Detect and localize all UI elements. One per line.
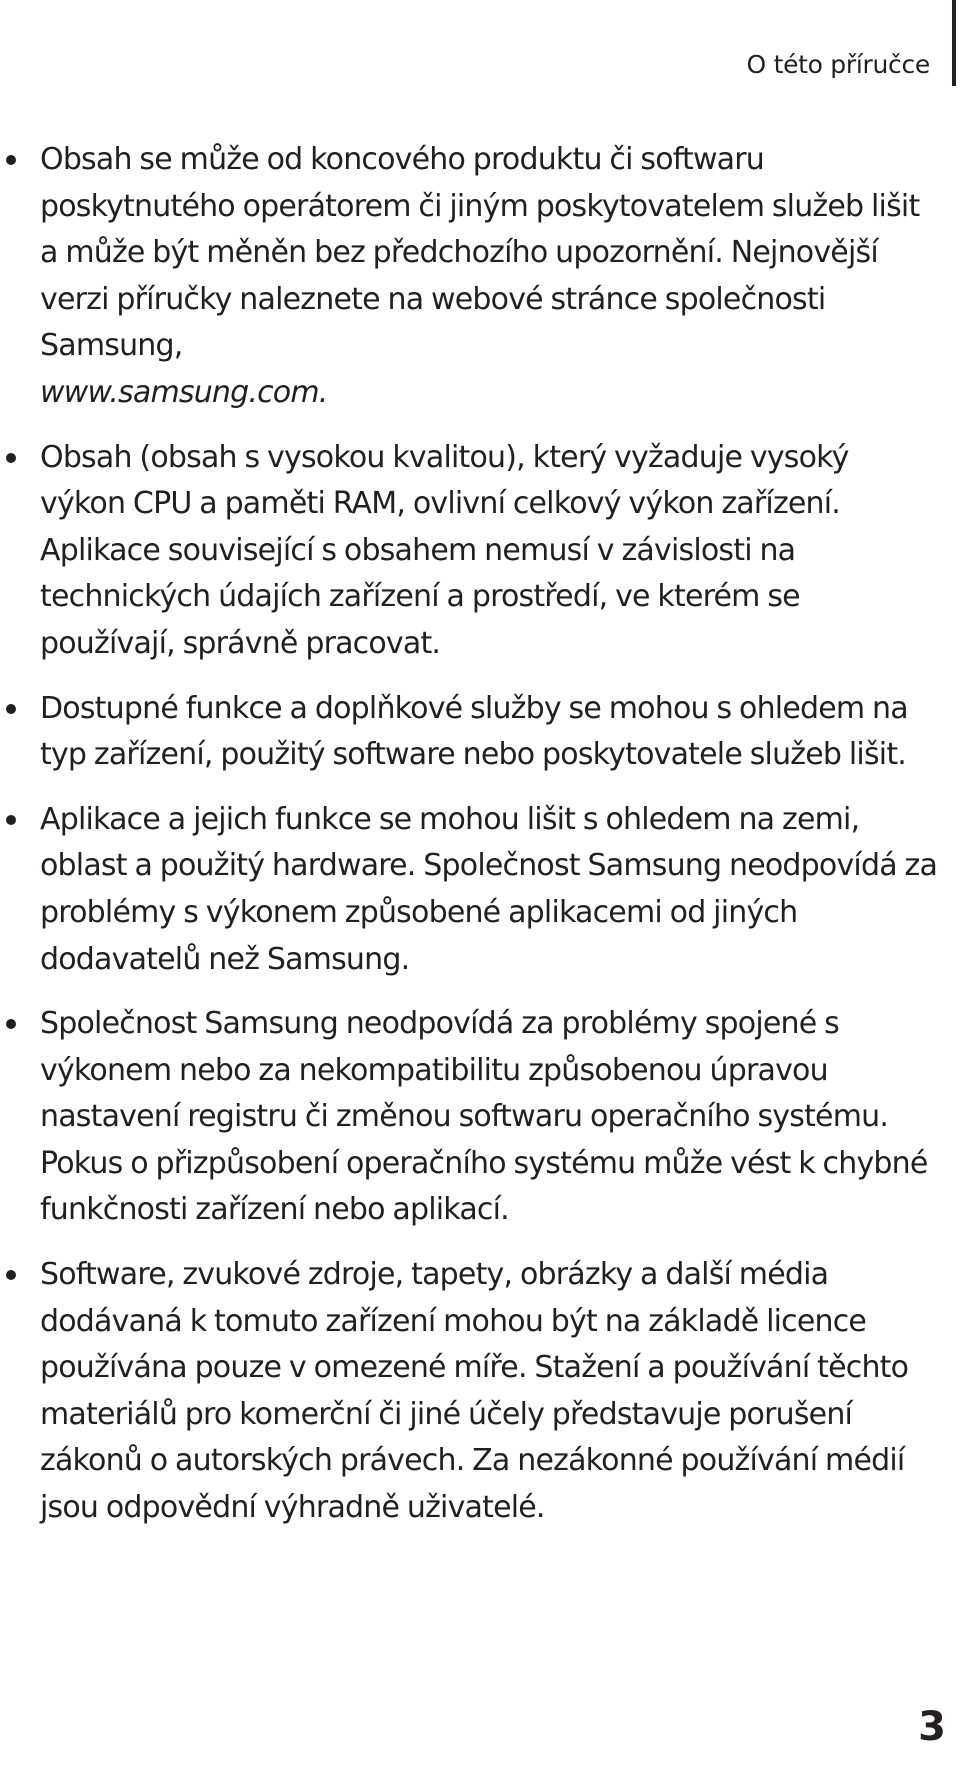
list-item-text: Obsah se může od koncového produktu či softwaru poskytnutého operátorem či jiným poskytovatelem služeb lišit a může být měněn bez předchozího upozornění. Nejnovější verzi příručky naleznete na webové stránce společnosti Samsung, www.samsung.com. — [40, 142, 920, 410]
bullet-icon — [6, 155, 16, 165]
page-number: 3 — [918, 1704, 946, 1750]
list-item-text: Dostupné funkce a doplňkové služby se mohou s ohledem na typ zařízení, použitý software nebo poskytovatele služeb lišit. — [40, 690, 908, 773]
bullet-icon — [6, 453, 16, 463]
bullet-icon — [6, 1019, 16, 1029]
bullet-icon — [6, 1270, 16, 1280]
list-item-text: Software, zvukové zdroje, tapety, obrázky a další média dodávaná k tomuto zařízení mohou být na základě licence používána pouze v omezené míře. Stažení a používání těchto materiálů pro komerční či jiné účely představuje porušení zákonů o autorských právech. Za nezákonné používání médií jsou odpovědní výhradně uživatelé. — [40, 1257, 909, 1526]
list-item — [0, 1001, 940, 1234]
list-item-text: Aplikace a jejich funkce se mohou lišit s ohledem na zemi, oblast a použitý hardware. Společnost Samsung neodpovídá za problémy s výkonem způsobené aplikacemi od jiných dodavatelů než Samsung. — [40, 801, 938, 977]
bullet-icon — [6, 815, 16, 825]
list-item — [0, 137, 940, 417]
list-item — [0, 435, 940, 668]
list-item-text: Společnost Samsung neodpovídá za problémy spojené s výkonem nebo za nekompatibilitu způsobenou úpravou nastavení registru či změnou softwaru operačního systému. Pokus o přizpůsobení operačního systému může vést k chybné funkčnosti zařízení nebo aplikací. — [40, 1006, 928, 1228]
list-item — [0, 686, 940, 779]
bullet-list — [0, 137, 940, 1550]
samsung-website-link[interactable]: www.samsung.com. — [40, 374, 328, 410]
section-title: O této příručce — [746, 50, 930, 79]
list-item-text: Obsah (obsah s vysokou kvalitou), který vyžaduje vysoký výkon CPU a paměti RAM, ovlivní celkový výkon zařízení. Aplikace související s obsahem nemusí v závislosti na technických údajích zařízení a prostředí, ve kterém se používají, správně pracovat. — [40, 439, 849, 661]
bullet-icon — [6, 704, 16, 714]
list-item — [0, 797, 940, 983]
corner-rule — [952, 0, 956, 86]
list-item — [0, 1252, 940, 1532]
